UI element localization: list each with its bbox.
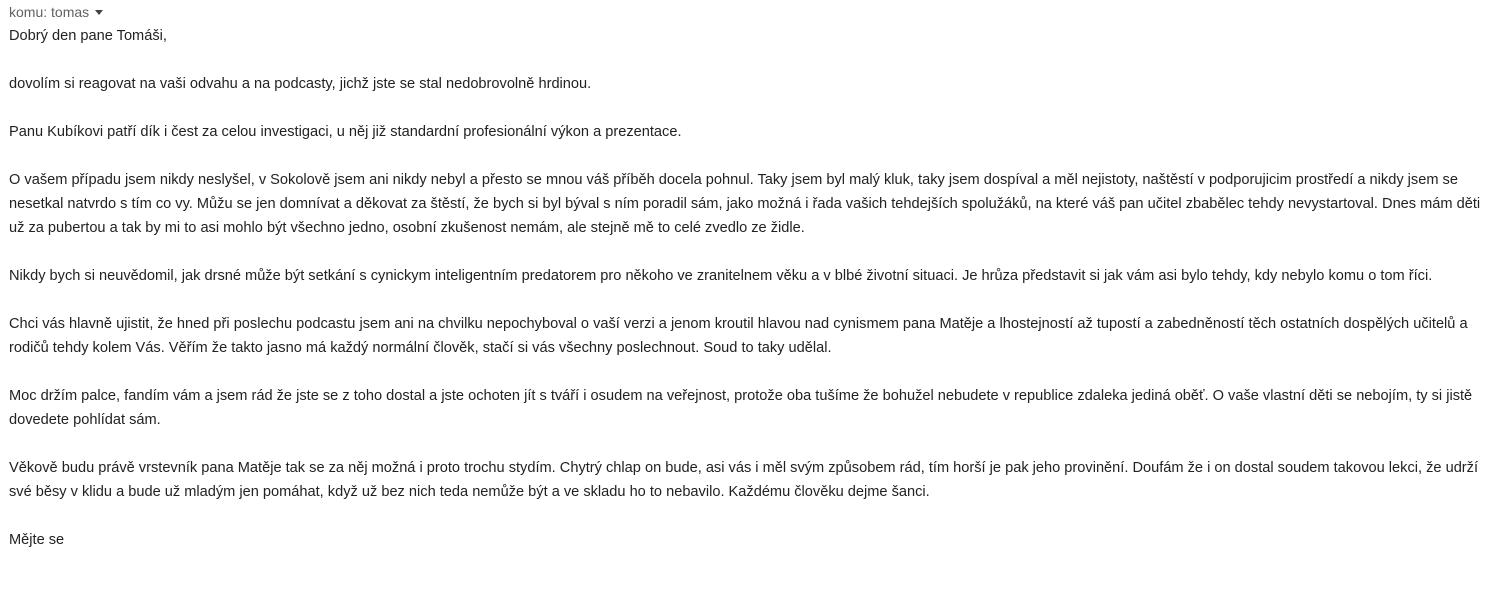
recipient-row: [9, 0, 1491, 24]
message-body: [9, 24, 1491, 552]
paragraph: Věkově budu právě vrstevník pana Matěje tak se za něj možná i proto trochu stydím. Chytrý chlap on bude, asi vás i měl svým způsobem rád, tím horší je pak jeho provinění. Doufám že i on dostal soudem takovou lekci, že udrží své běsy v klidu a bude už mladým jen pomáhat, když už bez nich teda nemůže být a ve skladu ho to nebavilo. Každému člověku dejme šanci.: [9, 460, 1479, 500]
paragraph: O vašem případu jsem nikdy neslyšel, v Sokolově jsem ani nikdy nebyl a přesto se mnou váš příběh docela pohnul. Taky jsem byl malý kluk, taky jsem dospíval a měl nejistoty, naštěstí v podporujicim prostředí a nikdy jsem se nesetkal natvrdo s tím co vy. Můžu se jen domnívat a děkovat za štěstí, že bych si byl býval s ním poradil sám, jako možná i řada vašich tehdejších spolužáků, na které váš pan učitel zbabělec tehdy nevystartoval. Dnes mám děti už za pubertou a tak by mi to asi mohlo být všechno jedno, osobní zkušenost nemám, ale stejně mě to celé zvedlo ze židle.: [9, 172, 1481, 236]
chevron-down-icon[interactable]: [95, 10, 103, 15]
paragraph: Nikdy bych si neuvědomil, jak drsné může být setkání s cynickym inteligentním predatorem pro někoho ve zranitelnem věku a v blbé životní situaci. Je hrůza představit si jak vám asi bylo tehdy, kdy nebylo komu o tom říci.: [9, 268, 1433, 284]
paragraph: Chci vás hlavně ujistit, že hned při poslechu podcastu jsem ani na chvilku nepochyboval o vaší verzi a jenom kroutil hlavou nad cynismem pana Matěje a lhostejností až tupostí a zabedněností těch ostatních dospělých učitelů a rodičů tehdy kolem Vás. Věřím že takto jasno má každý normální člověk, stačí si vás všechny poslechnout. Soud to taky udělal.: [9, 316, 1468, 356]
closing: Mějte se: [9, 532, 65, 548]
recipient-name: tomas: [51, 4, 90, 20]
email-message: [9, 0, 1491, 552]
paragraph: dovolím si reagovat na vaši odvahu a na podcasty, jichž jste se stal nedobrovolně hrdinou.: [9, 76, 592, 92]
paragraph: Panu Kubíkovi patří dík i čest za celou investigaci, u něj již standardní profesionální výkon a prezentace.: [9, 124, 682, 140]
recipient-dropdown[interactable]: [51, 4, 103, 20]
paragraph: Moc držím palce, fandím vám a jsem rád že jste se z toho dostal a jste ochoten jít s tváří i osudem na veřejnost, protože oba tušíme že bohužel nebudete v republice zdaleka jediná oběť. O vaše vlastní děti se nebojím, ty si jistě dovedete pohlídat sám.: [9, 388, 1473, 428]
recipient-label: komu:: [9, 4, 52, 20]
greeting: Dobrý den pane Tomáši,: [9, 28, 167, 44]
